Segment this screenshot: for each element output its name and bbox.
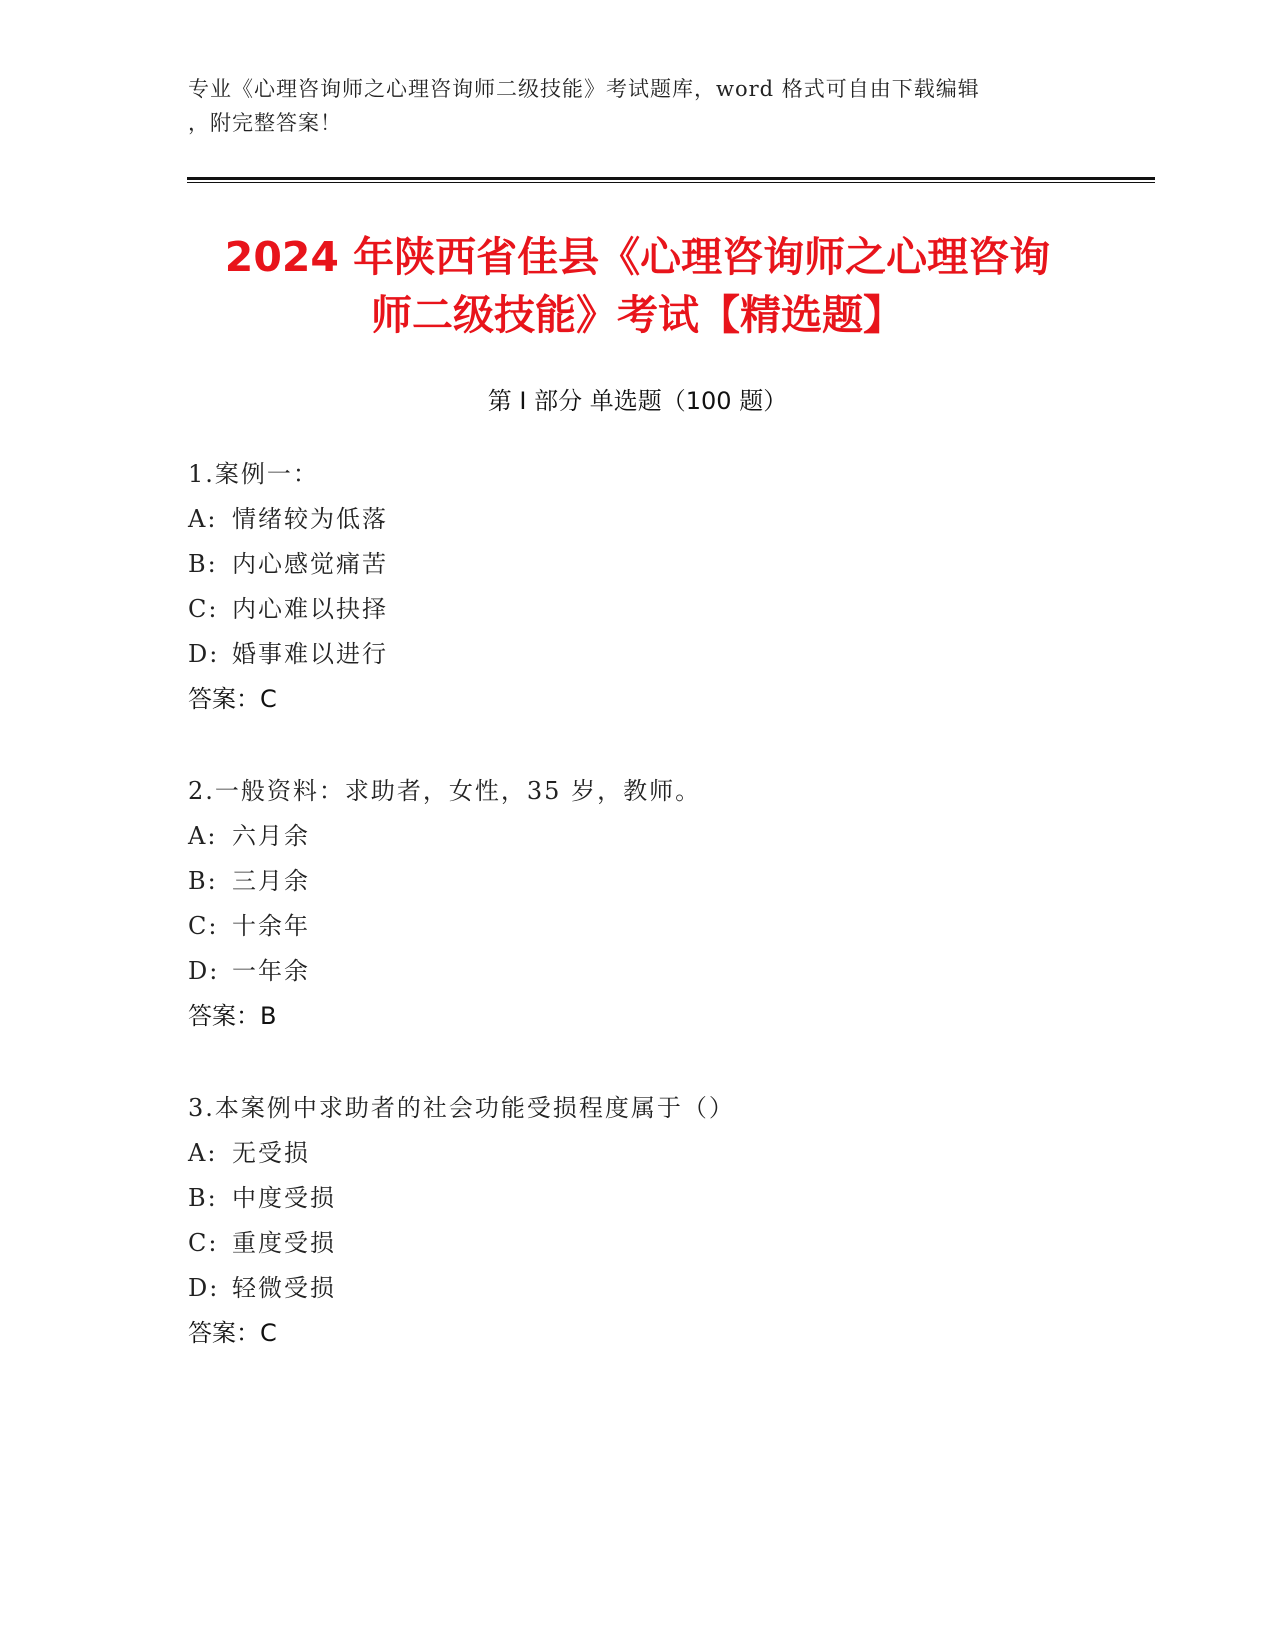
question-3 <box>188 1086 1088 1356</box>
option-letter: B: <box>188 867 218 895</box>
option-b <box>188 1176 1088 1221</box>
question-text: 2.一般资料：求助者，女性，35 岁，教师。 <box>188 777 702 805</box>
option-letter: A: <box>188 1139 218 1167</box>
option-text: 六月余 <box>232 822 310 850</box>
option-letter: C: <box>188 595 219 623</box>
option-text: 内心难以抉择 <box>232 595 388 623</box>
option-a <box>188 497 1088 542</box>
title-line-2: 师二级技能》考试【精选题】 <box>371 291 904 339</box>
option-b <box>188 542 1088 587</box>
header-divider-thin <box>187 182 1155 183</box>
option-a <box>188 1131 1088 1176</box>
option-b <box>188 859 1088 904</box>
option-letter: C: <box>188 1229 219 1257</box>
option-text: 无受损 <box>232 1139 310 1167</box>
section-heading: 第 I 部分 单选题（100 题） <box>487 387 788 415</box>
option-d <box>188 1266 1088 1311</box>
header-note-line-2: ，附完整答案！ <box>188 111 342 135</box>
question-text: 1.案例一： <box>188 460 319 488</box>
option-letter: A: <box>188 822 218 850</box>
option-letter: C: <box>188 912 219 940</box>
option-letter: B: <box>188 1184 218 1212</box>
option-letter: D: <box>188 1274 220 1302</box>
option-c <box>188 587 1088 632</box>
header-note-line-1: 专业《心理咨询师之心理咨询师二级技能》考试题库，word 格式可自由下载编辑 <box>188 77 980 101</box>
header-note <box>188 72 1088 140</box>
option-text: 重度受损 <box>232 1229 336 1257</box>
option-c <box>188 904 1088 949</box>
title-line-1: 2024 年陕西省佳县《心理咨询师之心理咨询 <box>224 233 1051 281</box>
option-text: 三月余 <box>232 867 310 895</box>
question-1 <box>188 452 1088 722</box>
option-d <box>188 949 1088 994</box>
option-text: 情绪较为低落 <box>232 505 388 533</box>
option-a <box>188 814 1088 859</box>
option-letter: D: <box>188 957 220 985</box>
question-2 <box>188 769 1088 1039</box>
answer-line: 答案：C <box>188 1319 277 1347</box>
option-letter: D: <box>188 640 220 668</box>
answer-line: 答案：C <box>188 685 277 713</box>
option-text: 内心感觉痛苦 <box>232 550 388 578</box>
option-d <box>188 632 1088 677</box>
option-text: 婚事难以进行 <box>232 640 388 668</box>
option-text: 轻微受损 <box>232 1274 336 1302</box>
document-title <box>160 228 1115 344</box>
header-divider-thick <box>187 177 1155 180</box>
option-letter: A: <box>188 505 218 533</box>
option-text: 中度受损 <box>232 1184 336 1212</box>
option-c <box>188 1221 1088 1266</box>
answer-line: 答案：B <box>188 1002 277 1030</box>
question-text: 3.本案例中求助者的社会功能受损程度属于（） <box>188 1094 735 1122</box>
option-letter: B: <box>188 550 218 578</box>
option-text: 十余年 <box>232 912 310 940</box>
option-text: 一年余 <box>232 957 310 985</box>
